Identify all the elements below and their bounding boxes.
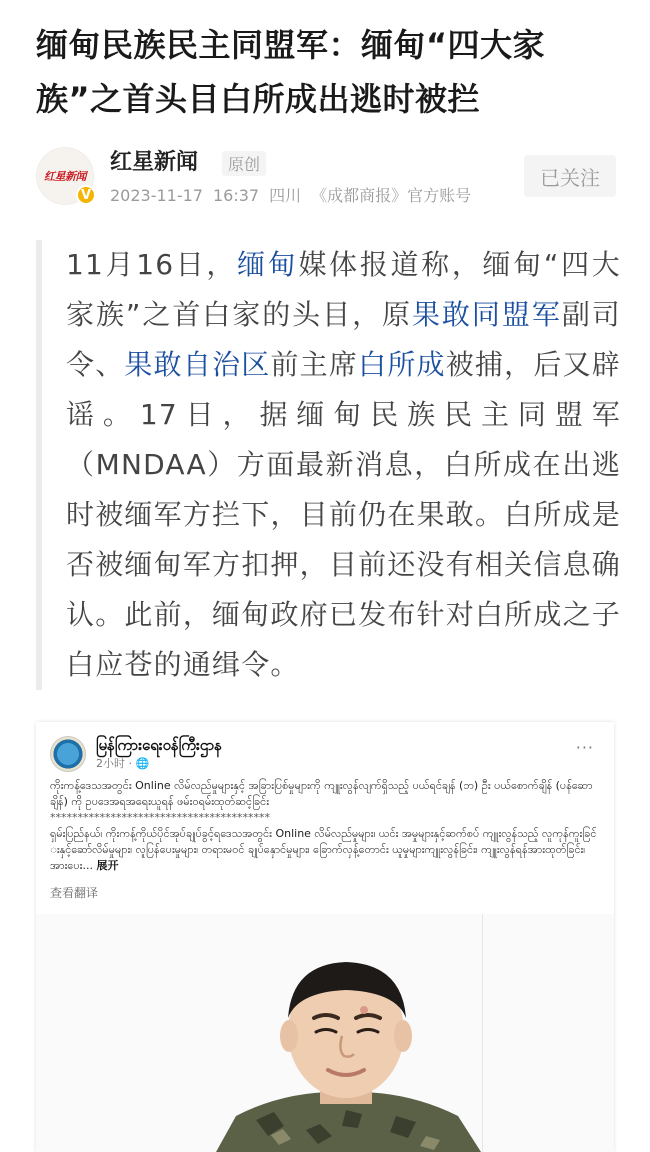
post-body [50, 778, 598, 874]
keyword-link-myanmar[interactable]: 缅甸 [237, 248, 299, 281]
post-time-text: 2小时 · [96, 757, 136, 770]
publish-source: 《成都商报》官方账号 [311, 186, 472, 205]
follow-button[interactable]: 已关注 [524, 155, 616, 197]
publish-date: 2023-11-17 [110, 186, 203, 205]
article-quote-block [36, 240, 621, 690]
author-name[interactable]: 红星新闻 [110, 150, 199, 175]
article-paragraph [66, 240, 621, 690]
original-tag: 原创 [222, 151, 266, 176]
publish-meta [110, 183, 481, 206]
keyword-link-bai-suocheng[interactable]: 白所成 [358, 348, 446, 381]
verified-badge-icon: V [76, 185, 96, 205]
post-header [50, 734, 600, 774]
post-line-2: ရှမ်းပြည်နယ်၊ ကိုးကန့်ကိုယ်ပိုင်အုပ်ချုပ်ခွင့်ရဒေသအတွင်း Online လိမ်လည်မှုများ၊ ယင်း အမှုများနှင့်ဆက်စပ် ကျူးလွန်သည့် လူကုန်ကူးခြင်းနှင့်ဆော်လိမ်မှုများ၊ လူပြန်ပေးမှုများ၊ တရားမဝင် ချုပ်နှောင်မှုများ၊ ခြောက်လှန့်တောင်း ယူမှုများကျူးလွန်ခြင်း၊ ကျူးလွန်ရန်အားထုတ်ခြင်း၊ အားပေး... [50, 827, 597, 872]
post-expand-link: 展开 [96, 859, 119, 872]
quote-text-2: 媒体报道称，缅甸“四大家族”之首白家的头目，原 [66, 248, 621, 331]
author-row [36, 145, 616, 215]
publish-location: 四川 [269, 186, 302, 205]
post-time [96, 755, 149, 771]
quote-text-5: 被捕，后又辟谣。17日，据缅甸民族民主同盟军（MNDAA）方面最新消息，白所成在出逃时被缅军方拦下，目前仍在果敢。白所成是否被缅甸军方扣押，目前还没有相关信息确认。此前，缅甸政府已发布针对白所成之子白应苍的通缉令。 [66, 348, 621, 681]
post-line-1: ကိုးကန့်ဒေသအတွင်း Online လိမ်လည်မှုများနှင့် အခြားပြစ်မှုများကို ကျူးလွန်လျက်ရှိသည့် ပယ်ရင်ချန် (ဘ) ဦး ပယ်စောက်ချိန် (ပန်ဆောချိန်) ကို ဥပဒေအရအရေးယူရန် ဖမ်းဝရမ်းထုတ်ဆင့်ခြင်း [50, 779, 593, 808]
publish-time: 16:37 [212, 186, 260, 205]
quote-text-4: 前主席 [270, 348, 359, 381]
globe-icon: 🌐 [135, 757, 150, 770]
person-photo [196, 940, 496, 1152]
post-separator: **************************************** [50, 811, 270, 824]
post-page-name: မြန်ကြားရေးဝန်ကြီးဌာန [96, 736, 223, 754]
ministry-logo-icon [50, 736, 86, 772]
author-avatar-logo: 红星新闻 [44, 170, 86, 183]
embedded-post-screenshot [36, 722, 614, 1152]
keyword-link-kokang-region[interactable]: 果敢自治区 [124, 348, 271, 381]
quote-text-3: 副司令、 [66, 298, 621, 381]
quote-text-1: 11月16日， [66, 248, 238, 281]
post-photo [36, 914, 614, 1152]
keyword-link-kokang-alliance[interactable]: 果敢同盟军 [412, 298, 562, 331]
article-title: 缅甸民族民主同盟军：缅甸“四大家族”之首头目白所成出逃时被拦 [36, 26, 546, 118]
post-translate-link: 查看翻译 [50, 886, 99, 900]
more-options-icon: ··· [575, 738, 594, 757]
